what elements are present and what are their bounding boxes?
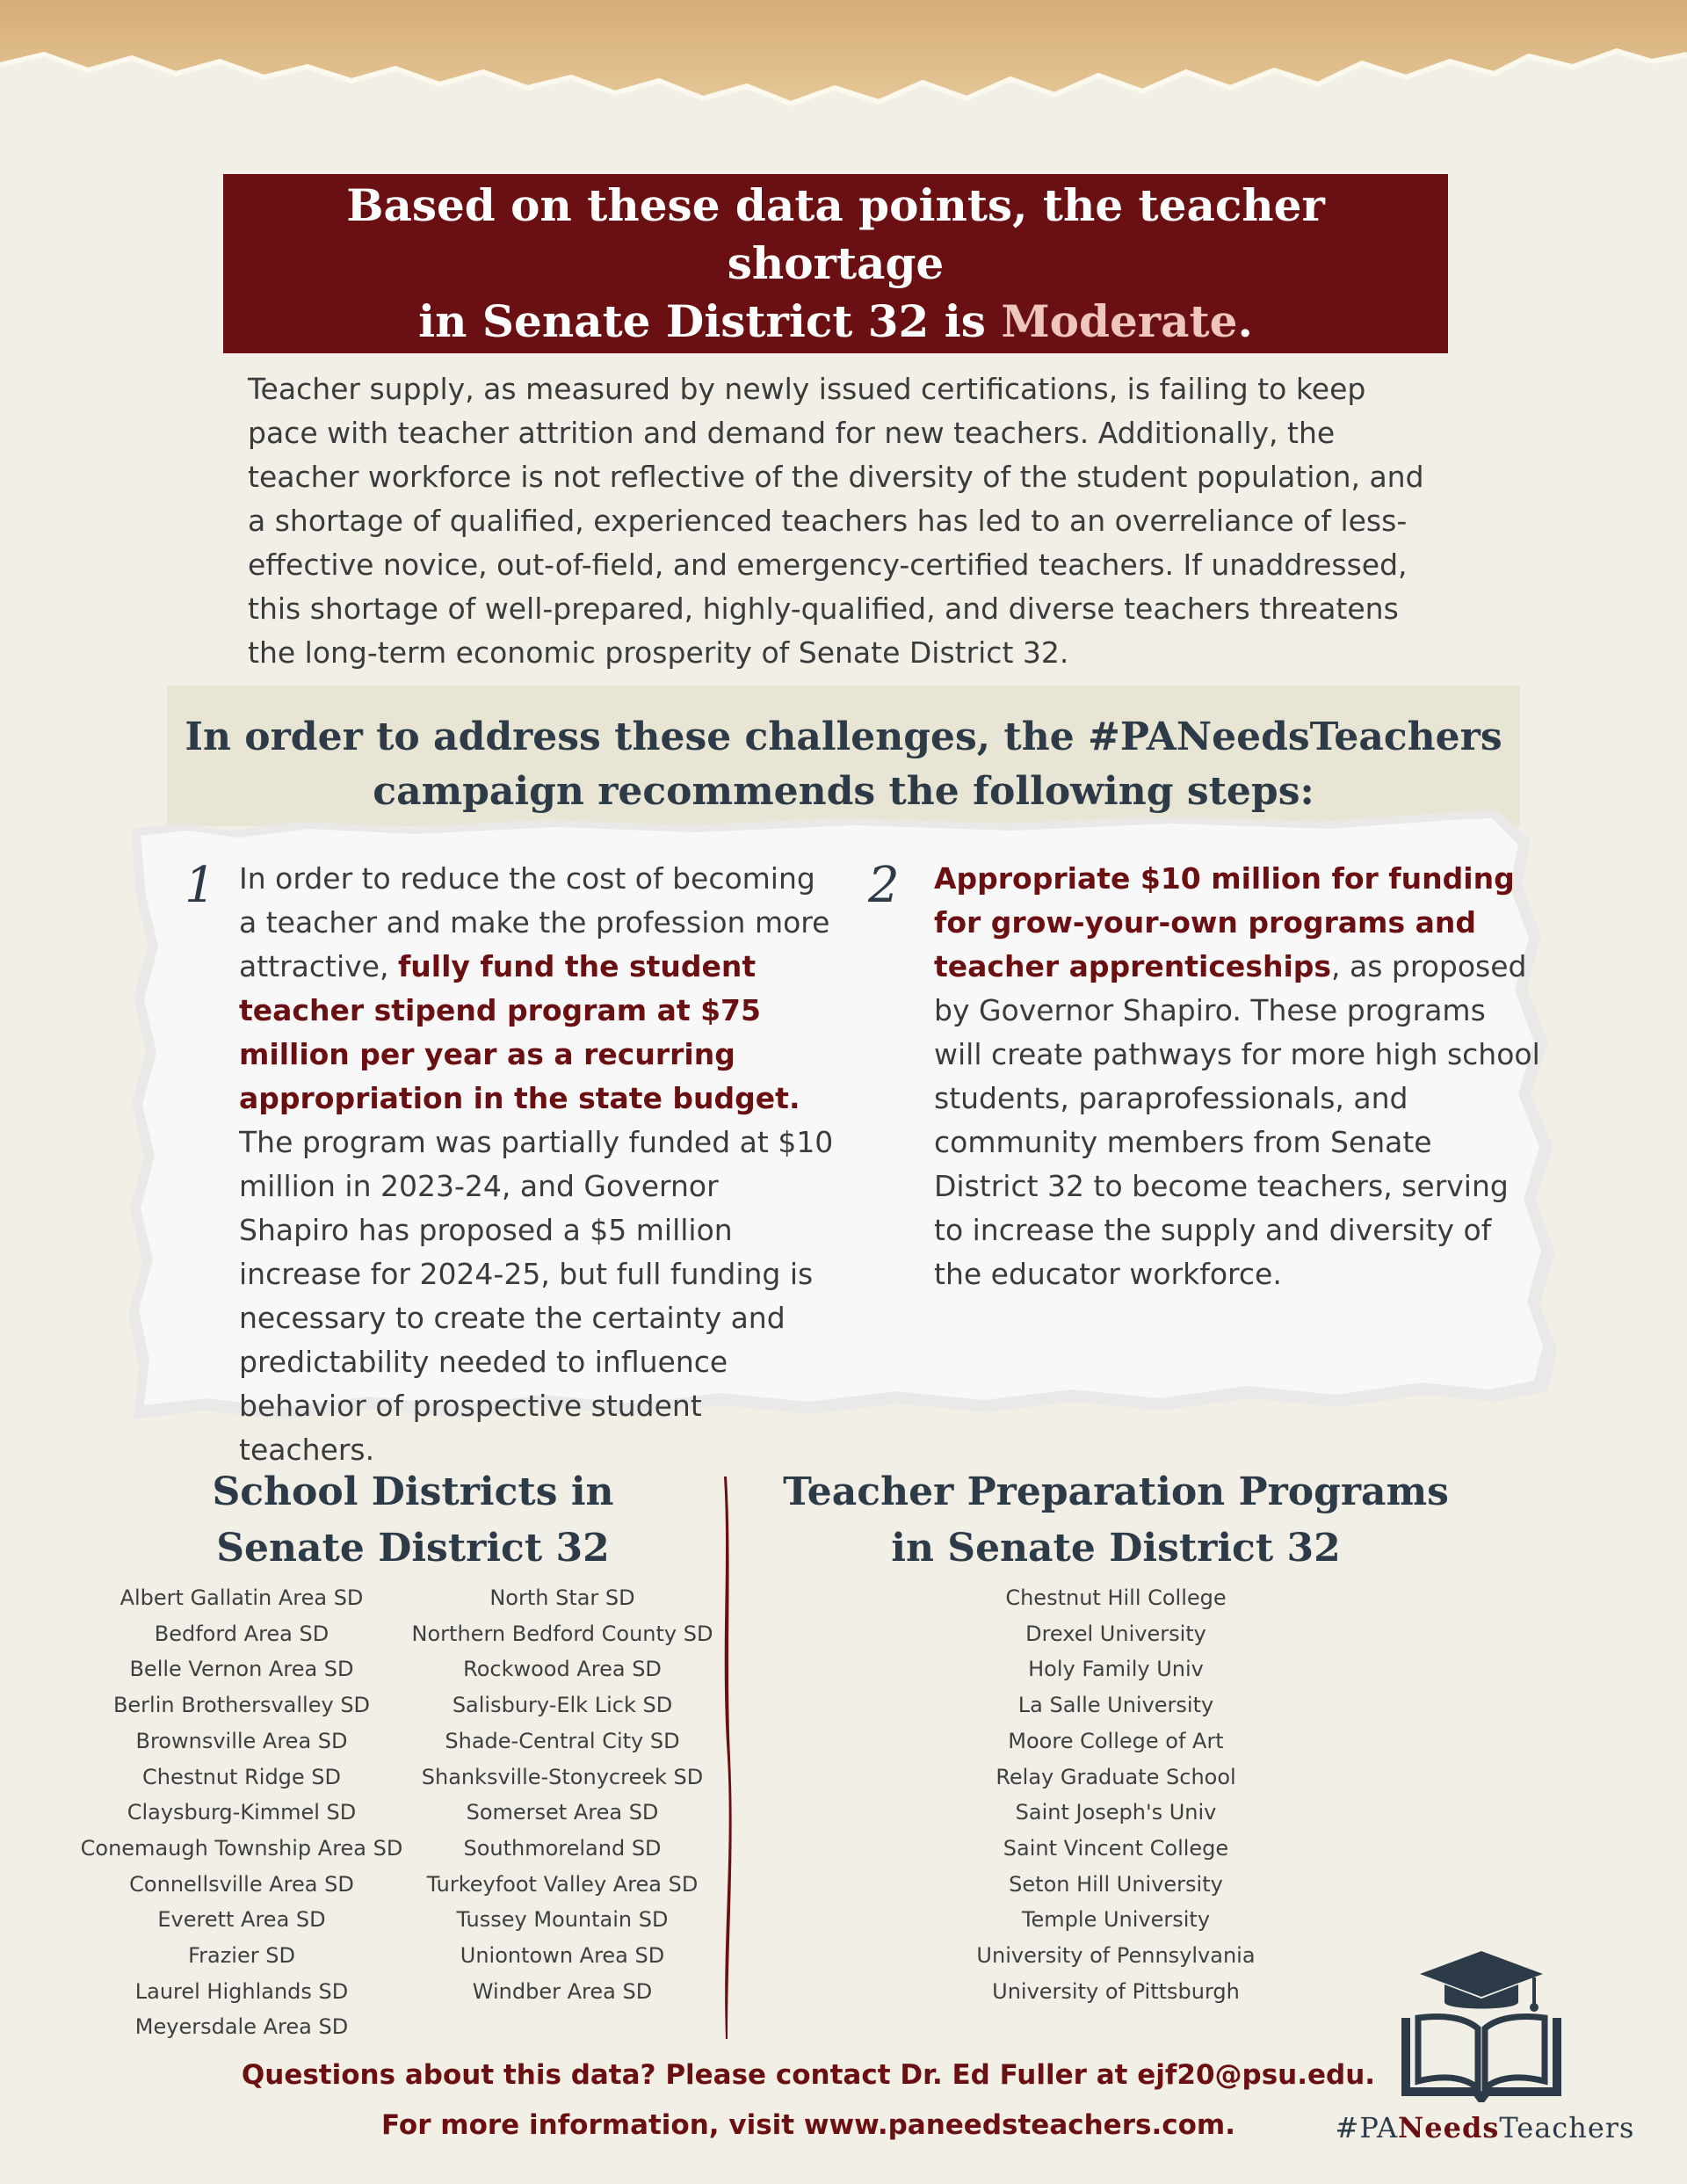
list-item: Berlin Brothersvalley SD <box>112 1693 371 1718</box>
list-item: Salisbury-Elk Lick SD <box>452 1693 673 1718</box>
prep-programs-list <box>940 1580 1292 2009</box>
list-item: Moore College of Art <box>1008 1728 1224 1753</box>
step-1-emphasis: fully fund the student teacher stipend program at $75 million per year as a recurring appropriation in the state budget. <box>239 949 800 1115</box>
list-item: Somerset Area SD <box>466 1800 659 1825</box>
school-districts-column-1 <box>70 1580 413 2045</box>
list-item: Meyersdale Area SD <box>134 2014 349 2040</box>
list-item: Saint Vincent College <box>1003 1835 1229 1861</box>
list-item: North Star SD <box>489 1585 635 1610</box>
list-item: Chestnut Ridge SD <box>141 1764 342 1789</box>
list-item: Albert Gallatin Area SD <box>119 1585 364 1610</box>
list-item: Seton Hill University <box>1009 1871 1223 1897</box>
list-item: Laurel Highlands SD <box>134 1978 349 2004</box>
list-item: Windber Area SD <box>472 1978 653 2004</box>
list-item: Drexel University <box>1025 1621 1206 1646</box>
shortage-headline: Based on these data points, the teacher shortage in Senate District 32 is Moderate. <box>346 179 1325 347</box>
step-2-text: Appropriate $10 million for funding for grow-your-own programs and teacher apprenticeships, as proposed by Governor Shapiro. These programs will create pathways for more high school students, paraprofessionals, and community members from Senate District 32 to become teachers, serving to increase the supply and diversity of the educator workforce. <box>934 861 1540 1291</box>
list-item: Conemaugh Township Area SD <box>80 1835 403 1861</box>
intro-paragraph: Teacher supply, as measured by newly issued certifications, is failing to keep pace with teacher attrition and demand for new teachers. Additionally, the teacher workforce is not reflective of the diversity of the student population, and a shortage of qualified, experienced teachers has led to an overreliance of less-effective novice, out-of-field, and emergency-certified teachers. If unaddressed, this shortage of well-prepared, highly-qualified, and diverse teachers threatens the long-term economic prosperity of Senate District 32. <box>248 372 1424 670</box>
list-item: La Salle University <box>1017 1693 1214 1718</box>
list-item: Connellsville Area SD <box>129 1871 354 1897</box>
list-item: Shade-Central City SD <box>445 1728 680 1753</box>
school-districts-column-2 <box>395 1580 729 2009</box>
campaign-hashtag: #PANeedsTeachers <box>1335 2111 1635 2144</box>
list-item: Temple University <box>1021 1907 1211 1933</box>
list-item: Relay Graduate School <box>996 1764 1236 1789</box>
school-districts-title: School Districts in Senate District 32 <box>212 1469 614 1571</box>
list-item: Southmoreland SD <box>463 1835 662 1861</box>
graduation-cap-book-icon <box>1394 1944 1569 2102</box>
list-item: Bedford Area SD <box>154 1621 329 1646</box>
step-1-number: 1 <box>185 857 216 914</box>
list-item: Brownsville Area SD <box>135 1728 348 1753</box>
step-1-text: In order to reduce the cost of becoming a teacher and make the profession more attractive, fully fund the student teacher stipend program at $75 million per year as a recurring appropriation in the state budget. The program was partially funded at $10 million in 2023-24, and Governor Shapiro has proposed a $5 million increase for 2024-25, but full funding is necessary to create the certainty and predictability needed to influence behavior of prospective student teachers. <box>239 861 834 1467</box>
vertical-divider <box>715 1477 736 2039</box>
list-item: Turkeyfoot Valley Area SD <box>426 1871 699 1897</box>
list-item: Tussey Mountain SD <box>456 1907 669 1933</box>
list-item: Claysburg-Kimmel SD <box>127 1800 357 1825</box>
step-2-emphasis: Appropriate $10 million for funding for grow-your-own programs and teacher apprenticeships <box>934 861 1515 983</box>
list-item: Northern Bedford County SD <box>411 1621 713 1646</box>
list-item: Chestnut Hill College <box>1005 1585 1227 1610</box>
shortage-level: Moderate <box>1001 295 1238 347</box>
list-item: Rockwood Area SD <box>463 1657 662 1682</box>
contact-line: Questions about this data? Please contact Dr. Ed Fuller at ejf20@psu.edu. <box>241 2059 1376 2091</box>
more-info-line: For more information, visit www.paneedsteachers.com. <box>381 2109 1235 2141</box>
recommendations-title: In order to address these challenges, the #PANeedsTeachers campaign recommends the following steps: <box>185 715 1502 814</box>
list-item: University of Pittsburgh <box>992 1978 1240 2004</box>
torn-paper-header <box>0 0 1687 123</box>
list-item: Uniontown Area SD <box>460 1943 665 1969</box>
headline-banner <box>223 174 1448 353</box>
list-item: Shanksville-Stonycreek SD <box>421 1764 704 1789</box>
list-item: Frazier SD <box>188 1943 295 1969</box>
list-item: Everett Area SD <box>157 1907 326 1933</box>
list-item: Holy Family Univ <box>1028 1657 1204 1682</box>
list-item: Saint Joseph's Univ <box>1015 1800 1217 1825</box>
list-item: University of Pennsylvania <box>976 1943 1256 1969</box>
prep-programs-title: Teacher Preparation Programs in Senate District 32 <box>783 1469 1449 1571</box>
step-2-number: 2 <box>868 857 900 914</box>
list-item: Belle Vernon Area SD <box>129 1657 354 1682</box>
